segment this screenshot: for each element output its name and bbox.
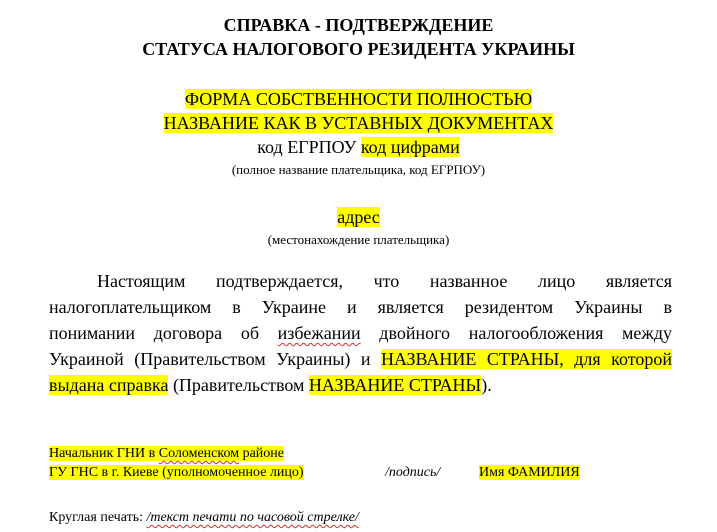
signature-placeholder: /подпись/ [385,465,441,480]
official-position-line-1: Начальник ГНИ в Соломенском районе [49,446,284,461]
official-position-field: ГУ ГНС в г. Киеве (уполномоченное лицо) [49,465,304,480]
paragraph-line-1: Настоящим подтверждается, что названное лицо является [97,271,672,291]
edrpou-label: код ЕГРПОУ [257,137,357,157]
country-name-field: НАЗВАНИЕ СТРАНЫ, для которой [380,349,672,369]
official-position-line-2 [49,464,304,482]
stamp-label: Круглая печать: [49,510,147,525]
edrpou-code-field: код цифрами [360,137,460,157]
issued-for-field: выдана справка [49,375,169,395]
paragraph-line-2: налогоплательщиком в Украине и является резидентом Украины в [49,297,672,317]
payer-caption: (полное название плательщика, код ЕГРПОУ) [231,162,486,177]
address-line [0,206,717,228]
official-name-field: Имя ФАМИЛИЯ [479,465,580,480]
paragraph-line-4: Украиной (Правительством Украины) и НАЗВАНИЕ СТРАНЫ, для которой [49,349,672,369]
ownership-form-line [0,88,717,110]
certification-paragraph [49,268,672,398]
paragraph-line-3: понимании договора об избежании двойного налогообложения между [49,323,673,343]
spellcheck-word: избежании [277,323,361,343]
address-field: адрес [337,207,380,227]
title-line-1: СПРАВКА - ПОДТВЕРЖДЕНИЕ [223,15,494,35]
stamp-text: /текст печати по часовой стрелке/ [146,510,359,525]
edrpou-line [0,136,717,158]
spellcheck-district: Соломенском [158,446,240,461]
stamp-line [49,509,359,527]
title-line-2: СТАТУСА НАЛОГОВОГО РЕЗИДЕНТА УКРАИНЫ [142,39,575,59]
official-name-line [479,464,580,482]
address-caption: (местонахождение плательщика) [267,232,450,247]
ownership-form-field: ФОРМА СОБСТВЕННОСТИ ПОЛНОСТЬЮ [184,89,533,109]
payer-name-field: НАЗВАНИЕ КАК В УСТАВНЫХ ДОКУМЕНТАХ [163,113,554,133]
paragraph-line-5: выдана справка (Правительством НАЗВАНИЕ СТРАНЫ). [49,375,492,395]
country-name-field-2: НАЗВАНИЕ СТРАНЫ [308,375,482,395]
payer-name-line [0,112,717,134]
